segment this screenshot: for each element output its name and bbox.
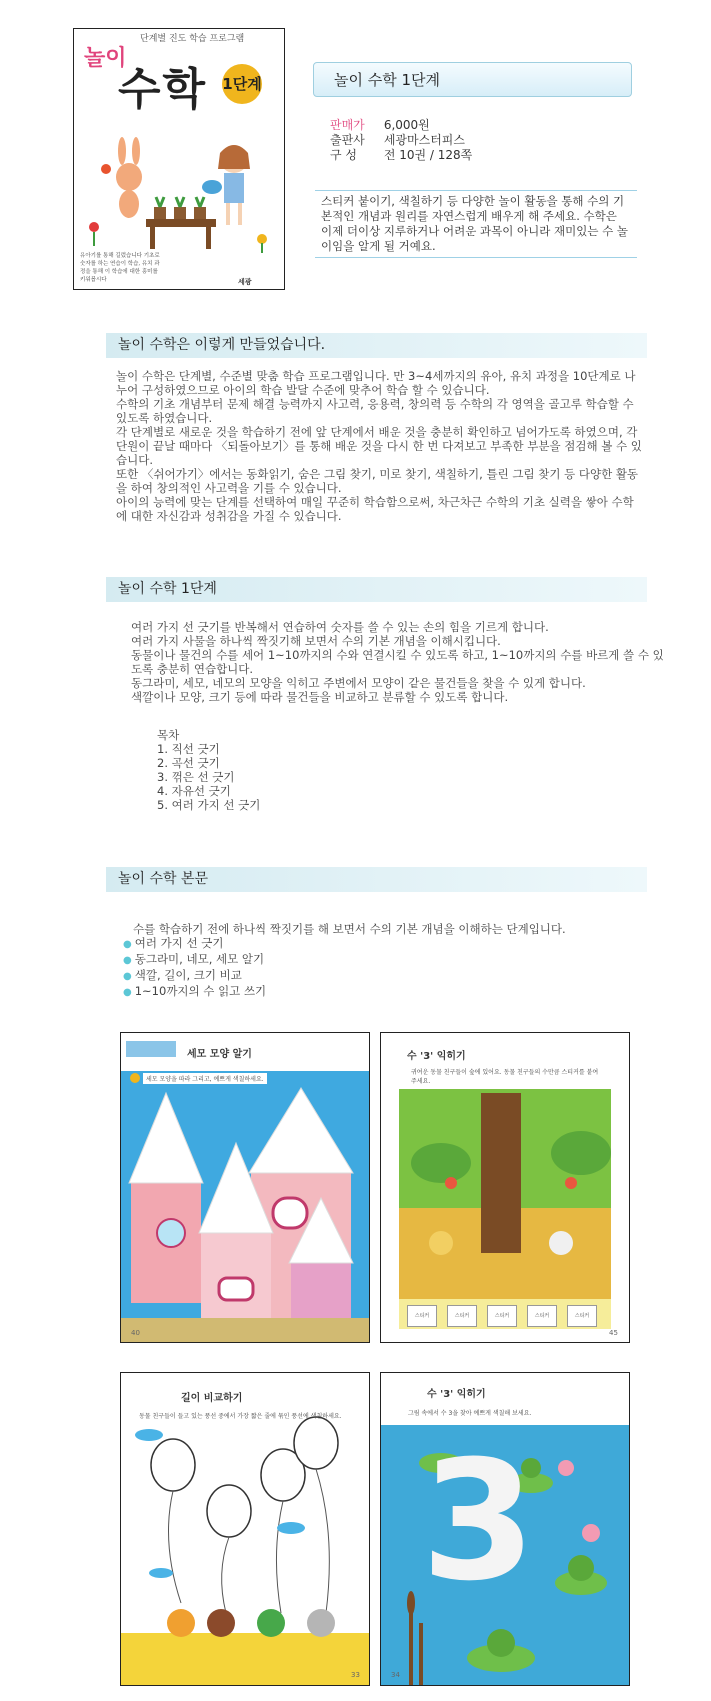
bullet-dot-icon: ● <box>123 939 132 950</box>
sample-page-title: 수 '3' 익히기 <box>407 1051 466 1062</box>
sample-page-instruction: 귀여운 동물 친구들이 숲에 있어요. 동물 친구들의 수만큼 스티커를 붙여 주세요. <box>411 1069 599 1085</box>
sample-page-number: 40 <box>131 1329 140 1337</box>
paragraph: 놀이 수학은 단계별, 수준별 맞춤 학습 프로그램입니다. 만 3~4세까지의 유아, 유치 과정을 10단계로 나누어 구성하였으므로 아이의 학습 발달 수준에 맞추어 학습 할 수 있습니다. <box>116 369 636 397</box>
sample-page-pond <box>380 1372 630 1686</box>
product-summary: 스티커 붙이기, 색칠하기 등 다양한 놀이 활동을 통해 수의 기본적인 개념과 원리를 자연스럽게 배우게 해 주세요. 수학은 이제 더이상 지루하거나 어려운 과목이 아니라 재미있는 수 놀이임을 알게 될 거예요. <box>315 190 637 258</box>
sample-page-title: 세모 모양 알기 <box>187 1049 252 1060</box>
paragraph: 수학의 기초 개념부터 문제 해결 능력까지 사고력, 응용력, 창의력 등 수학의 각 영역을 골고루 학습할 수 있도록 하였습니다. <box>116 397 634 425</box>
paragraph: 색깔이나 모양, 크기 등에 따라 물건들을 비교하고 분류할 수 있도록 합니다. <box>131 690 509 704</box>
cover-illustration <box>74 129 284 254</box>
toc-item: 2. 곡선 긋기 <box>157 756 220 770</box>
table-of-contents <box>157 728 457 812</box>
bullet-dot-icon: ● <box>123 971 132 982</box>
sample-page-instruction: 그림 속에서 수 3을 찾아 예쁘게 색칠해 보세요. <box>405 1407 534 1418</box>
paragraph: 또한 〈쉬어가기〉에서는 동화읽기, 숨은 그림 찾기, 미로 찾기, 색칠하기, 틀린 그림 찾기 등 다양한 활동을 하여 창의적인 사고력을 기를 수 있습니다. <box>116 467 639 495</box>
section-heading-step1: 놀이 수학 1단계 <box>106 577 647 602</box>
paragraph: 아이의 능력에 맞는 단계를 선택하여 매일 꾸준히 학습함으로써, 차근차근 수학의 기초 실력을 쌓아 수학에 대한 자신감과 성취감을 가질 수 있습니다. <box>116 495 634 523</box>
big-numeral-three: 3 <box>421 1425 536 1617</box>
bullet-item <box>123 968 663 984</box>
info-row-publisher <box>330 133 472 148</box>
info-row-composition <box>330 148 472 163</box>
paragraph: 여러 가지 사물을 하나씩 짝짓기해 보면서 수의 기본 개념을 이해시킵니다. <box>131 634 501 648</box>
sticker-slot[interactable]: 스티커 <box>527 1305 557 1327</box>
product-info <box>330 118 472 163</box>
sample-page-number: 45 <box>609 1329 618 1337</box>
product-title-box <box>313 62 632 97</box>
sample-page-instruction: 세모 모양을 따라 그리고, 예쁘게 색칠하세요. <box>143 1073 267 1084</box>
sample-page-title: 길이 비교하기 <box>181 1393 243 1404</box>
section-how-made-body <box>116 369 644 523</box>
paragraph: 각 단계별로 새로운 것을 학습하기 전에 앞 단계에서 배운 것을 충분히 확인하고 넘어가도록 하였으며, 각 단원이 끝날 때마다 〈되돌아보기〉를 통해 배운 것을 다시 한 번 다져보고 부족한 부분을 점검해 볼 수 있습니다. <box>116 425 642 467</box>
toc-item: 5. 여러 가지 선 긋기 <box>157 798 261 812</box>
bullet-text: 색깔, 길이, 크기 비교 <box>134 968 242 982</box>
sample-page-triangle <box>120 1032 370 1343</box>
sticker-slot[interactable]: 스티커 <box>447 1305 477 1327</box>
composition-value: 전 10권 / 128쪽 <box>383 148 473 162</box>
paragraph: 여러 가지 선 긋기를 반복해서 연습하여 숫자를 쓸 수 있는 손의 힘을 기르게 합니다. <box>131 620 549 634</box>
paragraph: 동물이나 물건의 수를 세어 1~10까지의 수와 연결시킬 수 있도록 하고, 1~10까지의 수를 바르게 쓸 수 있도록 충분히 연습합니다. <box>131 648 664 676</box>
section-step1-body <box>131 620 671 704</box>
toc-item: 1. 직선 긋기 <box>157 742 220 756</box>
price-value: 6,000원 <box>383 118 430 132</box>
sample-page-number: 33 <box>351 1671 360 1679</box>
cover-series-subtitle: 단계별 진도 학습 프로그램 <box>140 34 245 44</box>
sample-page-number: 34 <box>391 1671 400 1679</box>
cover-publisher-logo: 세광 <box>238 278 252 286</box>
publisher-label: 출판사 <box>330 133 365 147</box>
section-heading-how-made: 놀이 수학은 이렇게 만들었습니다. <box>106 333 647 358</box>
book-cover <box>73 28 285 290</box>
bullet-item <box>123 936 663 952</box>
bullet-dot-icon: ● <box>123 987 132 998</box>
cover-title-top: 놀이 <box>84 46 127 71</box>
cover-description: 유아기를 통해 길렀습니다 기초로 숫자를 하는 연습이 학습, 유치 과정을 통해 이 학습에 대한 흥미를 키워봅시다 <box>80 253 160 283</box>
bullet-dot-icon: ● <box>123 955 132 966</box>
toc-item: 3. 꺾은 선 긋기 <box>157 770 235 784</box>
sticker-slot[interactable]: 스티커 <box>407 1305 437 1327</box>
bullet-item <box>123 952 663 968</box>
sample-page-title: 수 '3' 익히기 <box>427 1389 486 1400</box>
product-title: 놀이 수학 1단계 <box>334 71 441 89</box>
bullet-text: 여러 가지 선 긋기 <box>134 936 224 950</box>
sticker-slot[interactable]: 스티커 <box>487 1305 517 1327</box>
section-main-content-body <box>123 922 663 1000</box>
toc-item: 4. 자유선 긋기 <box>157 784 231 798</box>
section-intro: 수를 학습하기 전에 하나씩 짝짓기를 해 보면서 수의 기본 개념을 이해하는 단계입니다. <box>133 922 566 936</box>
bullet-item <box>123 984 663 1000</box>
cover-title-main: 수학 <box>118 64 208 115</box>
price-label: 판매가 <box>330 118 365 132</box>
sticker-slot[interactable]: 스티커 <box>567 1305 597 1327</box>
sample-page-number-forest <box>380 1032 630 1343</box>
bullet-text: 1~10까지의 수 읽고 쓰기 <box>134 984 267 998</box>
bullet-text: 동그라미, 네모, 세모 알기 <box>134 952 265 966</box>
sample-page-balloons <box>120 1372 370 1686</box>
toc-title: 목차 <box>157 728 180 742</box>
paragraph: 동그라미, 세모, 네모의 모양을 익히고 주변에서 모양이 같은 물건들을 찾을 수 있게 합니다. <box>131 676 586 690</box>
cover-step-badge: 1단계 <box>222 64 262 104</box>
publisher-value: 세광마스터피스 <box>383 133 465 147</box>
info-row-price <box>330 118 472 133</box>
sample-page-instruction: 동물 친구들이 들고 있는 풍선 중에서 가장 짧은 줄에 묶인 풍선에 색칠하세요. <box>139 1413 342 1420</box>
section-heading-main-content: 놀이 수학 본문 <box>106 867 647 892</box>
composition-label: 구 성 <box>330 148 357 162</box>
